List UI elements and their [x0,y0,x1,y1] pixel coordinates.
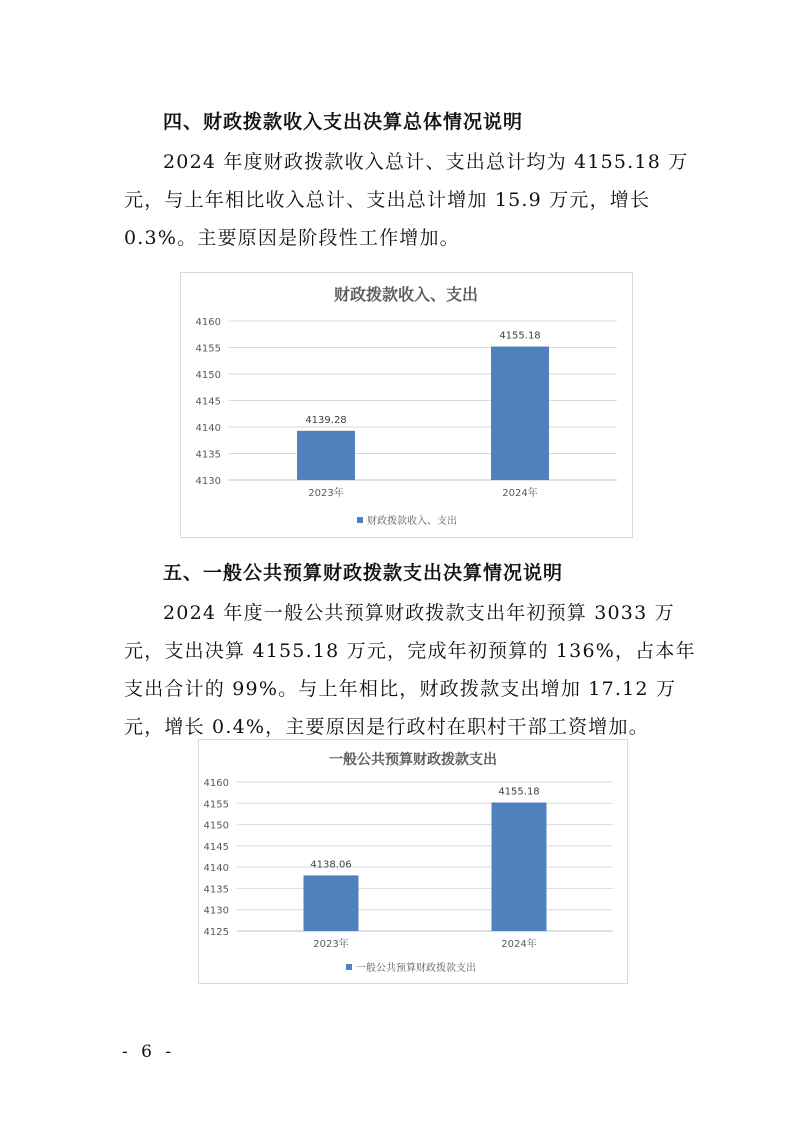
x-tick-label: 2024年 [502,488,538,499]
data-label: 4139.28 [305,414,347,426]
chart-title: 财政拨款收入、支出 [333,285,479,304]
chart-fiscal-income-expense [180,272,633,538]
y-tick-label: 4140 [203,863,229,875]
legend-label: 财政拨款收入、支出 [367,516,457,527]
legend-swatch [357,517,363,523]
y-tick-label: 4145 [195,396,221,408]
section-5-line-2: 元，支出决算 4155.18 万元，完成年初预算的 136%，占本年 [124,640,696,662]
section-4-line-3: 0.3%。主要原因是阶段性工作增加。 [124,227,460,249]
page-number: - 6 - [122,1042,176,1062]
y-tick-label: 4155 [203,799,229,811]
y-tick-label: 4130 [203,905,229,917]
y-tick-label: 4150 [195,370,221,381]
section-5-line-3: 支出合计的 99%。与上年相比，财政拨款支出增加 17.12 万 [124,678,677,700]
y-tick-label: 4160 [203,778,229,789]
y-tick-label: 4135 [195,449,221,461]
chart-general-budget-expense [198,739,628,984]
bar [304,875,359,931]
y-tick-label: 4125 [203,927,229,938]
data-label: 4155.18 [499,330,541,342]
section-5-line-1: 2024 年度一般公共预算财政拨款支出年初预算 3033 万 [163,602,675,624]
x-tick-label: 2023年 [308,488,344,499]
bar [492,803,547,931]
legend-swatch [346,964,352,970]
section-5-line-4: 元，增长 0.4%，主要原因是行政村在职村干部工资增加。 [124,716,649,738]
data-label: 4155.18 [498,786,540,798]
section-5-heading: 五、一般公共预算财政拨款支出决算情况说明 [163,562,564,584]
y-tick-label: 4150 [203,820,229,832]
section-4-heading: 四、财政拨款收入支出决算总体情况说明 [163,111,524,133]
legend-label: 一般公共预算财政拨款支出 [356,963,476,974]
section-4-line-1: 2024 年度财政拨款收入总计、支出总计均为 4155.18 万 [163,151,689,173]
y-tick-label: 4145 [203,841,229,853]
y-tick-label: 4130 [195,476,221,487]
bar [491,347,549,480]
y-tick-label: 4140 [195,423,221,434]
bar [297,431,355,480]
section-4-line-2: 元，与上年相比收入总计、支出总计增加 15.9 万元，增长 [124,189,651,211]
x-tick-label: 2023年 [313,939,349,950]
data-label: 4138.06 [310,859,352,871]
chart-1-svg [181,273,632,537]
y-tick-label: 4155 [195,343,221,355]
chart-2-svg [199,740,627,983]
chart-title: 一般公共预算财政拨款支出 [329,752,497,768]
y-tick-label: 4160 [195,317,221,328]
y-tick-label: 4135 [203,884,229,896]
x-tick-label: 2024年 [501,939,537,950]
